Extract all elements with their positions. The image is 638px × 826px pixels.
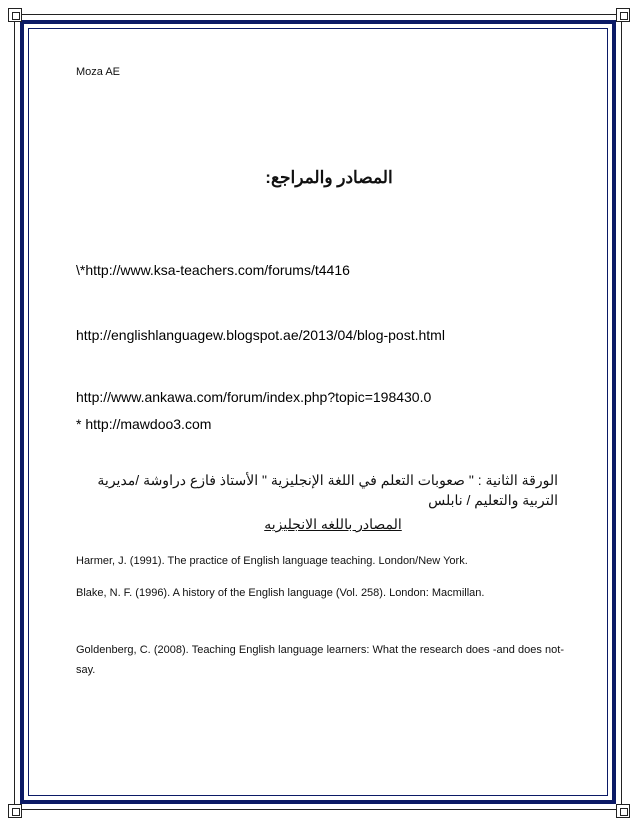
reference-link[interactable]: * http://mawdoo3.com bbox=[76, 416, 212, 432]
reference-link[interactable]: \*http://www.ksa-teachers.com/forums/t4416 bbox=[76, 262, 350, 278]
corner-ornament-top-left bbox=[8, 8, 22, 22]
reference-link[interactable]: http://www.ankawa.com/forum/index.php?topic=198430.0 bbox=[76, 389, 432, 405]
page-title: المصادر والمراجع: bbox=[265, 168, 393, 187]
english-sources-heading: المصادر باللغه الانجليزيه bbox=[264, 516, 402, 532]
reference-entry: Blake, N. F. (1996). A history of the English language (Vol. 258). London: Macmillan. bbox=[76, 587, 485, 599]
corner-ornament-top-right bbox=[616, 8, 630, 22]
reference-entry: Harmer, J. (1991). The practice of English language teaching. London/New York. bbox=[76, 555, 468, 567]
page-border-inner-line bbox=[28, 28, 608, 796]
reference-link[interactable]: http://englishlanguagew.blogspot.ae/2013/04/blog-post.html bbox=[76, 327, 445, 343]
arabic-reference-entry: الورقة الثانية : " صعوبات التعلم في اللغة الإنجليزية " الأستاذ فازع دراوشة /مديرية التربية والتعليم / نابلس bbox=[97, 472, 558, 508]
reference-entry: Goldenberg, C. (2008). Teaching English language learners: What the research does -and does not-say. bbox=[76, 644, 564, 676]
page-header-author: Moza AE bbox=[76, 66, 121, 78]
corner-ornament-bottom-right bbox=[616, 804, 630, 818]
corner-ornament-bottom-left bbox=[8, 804, 22, 818]
